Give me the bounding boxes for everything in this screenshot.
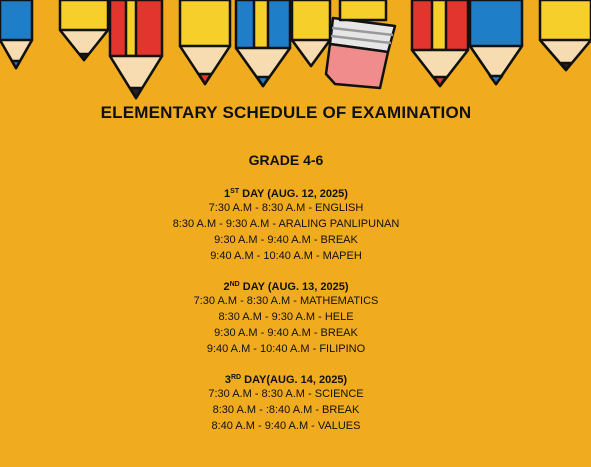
pencil-icon <box>540 0 591 70</box>
pencil-icon <box>470 0 522 84</box>
schedule-slot: 8:30 A.M - 9:30 A.M - ARALING PANLIPUNAN <box>172 218 400 230</box>
pencil-icon <box>292 0 330 66</box>
schedule-slot: 8:40 A.M - 9:40 A.M - VALUES <box>211 420 361 432</box>
pencils-banner <box>0 0 591 100</box>
pencil-icon <box>110 0 162 98</box>
day-title: 1ST DAY (AUG. 12, 2025) <box>224 188 348 200</box>
day-title: 2ND DAY (AUG. 13, 2025) <box>223 281 349 293</box>
eraser-icon <box>326 0 395 88</box>
grade-heading: GRADE 4-6 <box>248 152 324 168</box>
schedule-slot: 8:30 A.M - 9:30 A.M - HELE <box>218 311 354 323</box>
pencil-icon <box>0 0 32 68</box>
day-block <box>0 277 572 357</box>
schedule-slot: 9:30 A.M - 9:40 A.M - BREAK <box>214 234 358 246</box>
pencil-icon <box>180 0 230 84</box>
day-block <box>0 370 572 434</box>
schedule-slot: 9:40 A.M - 10:40 A.M - MAPEH <box>210 250 362 262</box>
day-block <box>0 184 572 264</box>
schedule-slot: 9:40 A.M - 10:40 A.M - FILIPINO <box>206 343 366 355</box>
schedule-slot: 7:30 A.M - 8:30 A.M - ENGLISH <box>208 202 364 214</box>
schedule-slot: 9:30 A.M - 9:40 A.M - BREAK <box>214 327 358 339</box>
day-title: 3RD DAY(AUG. 14, 2025) <box>224 374 348 386</box>
pencil-icon <box>60 0 108 60</box>
pencil-icon <box>236 0 290 86</box>
schedule-slot: 7:30 A.M - 8:30 A.M - MATHEMATICS <box>193 295 379 307</box>
page-title: ELEMENTARY SCHEDULE OF EXAMINATION <box>100 103 472 122</box>
pencil-icon <box>412 0 468 86</box>
schedule-slot: 7:30 A.M - 8:30 A.M - SCIENCE <box>208 388 364 400</box>
schedule-slot: 8:30 A.M - :8:40 A.M - BREAK <box>212 404 360 416</box>
